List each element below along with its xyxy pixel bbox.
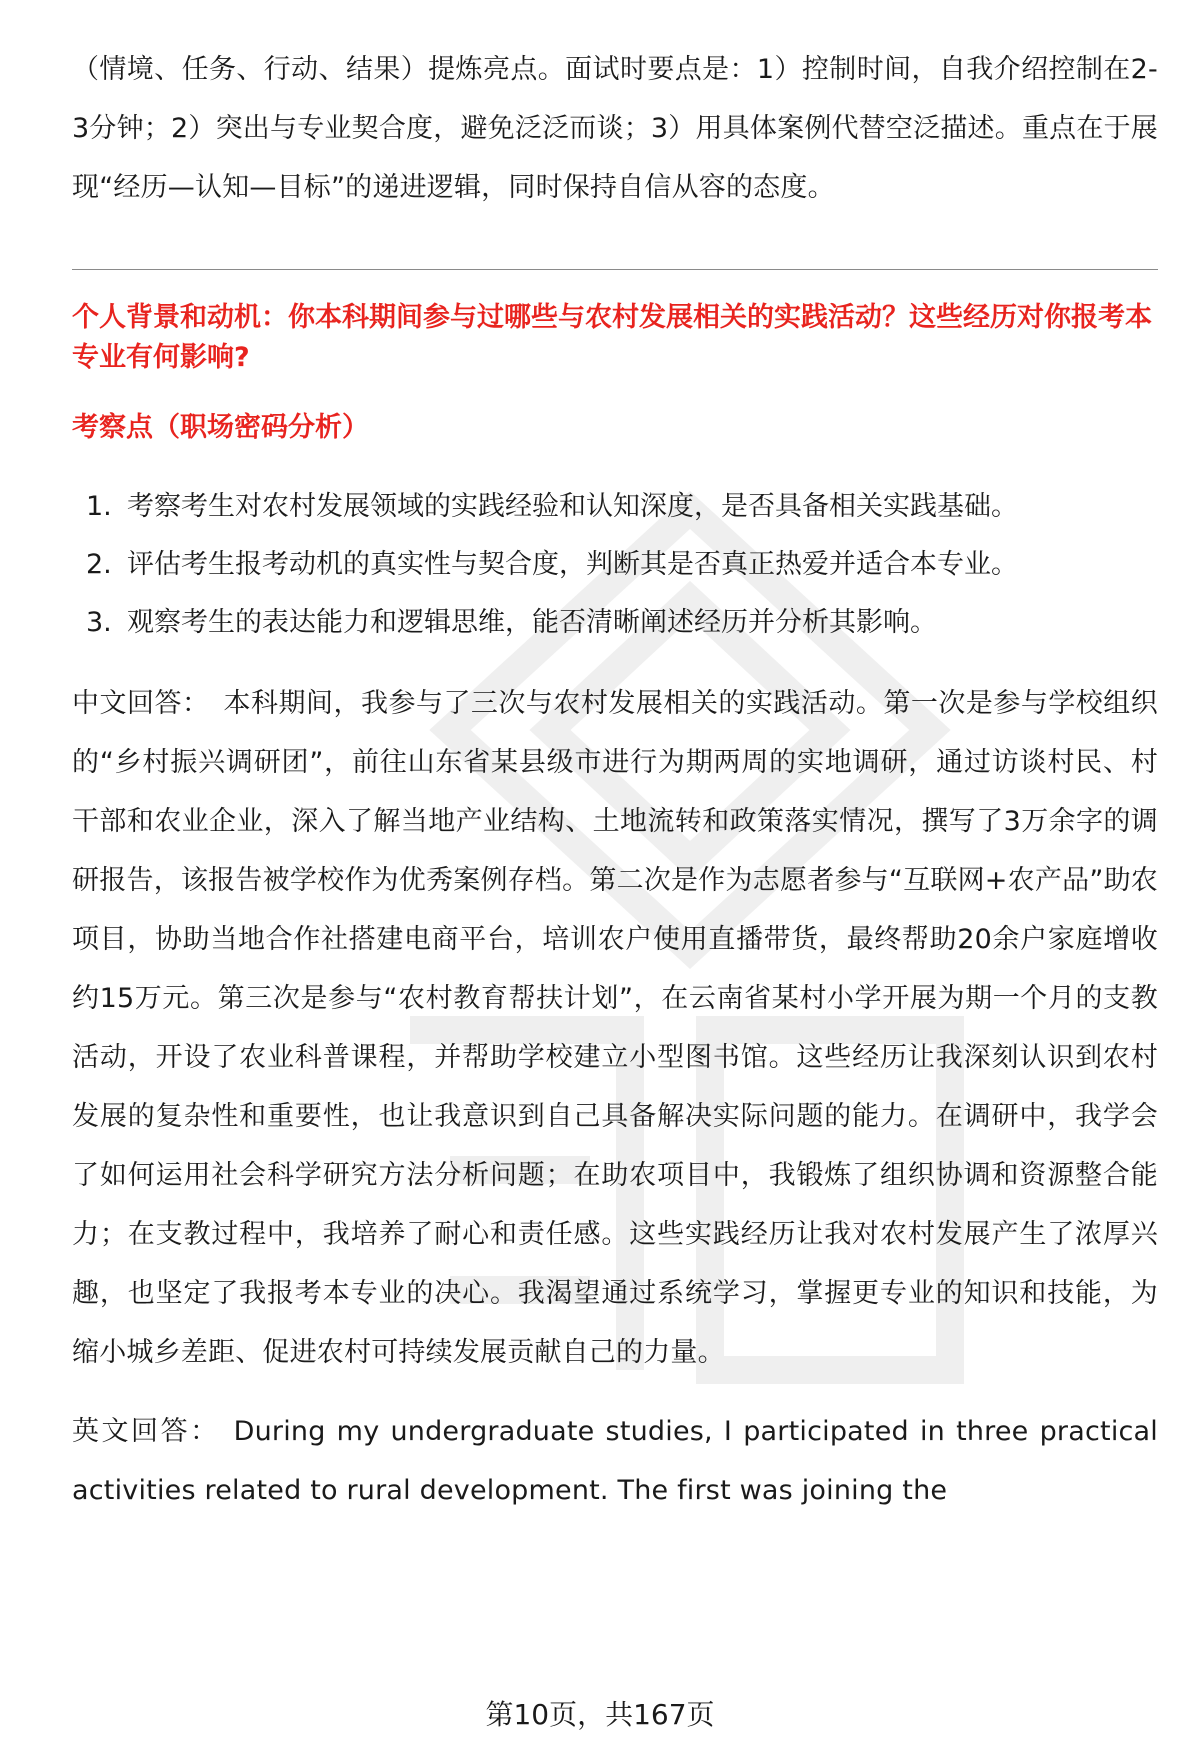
- page-footer: 第10页，共167页: [485, 1698, 715, 1731]
- english-answer-paragraph: [72, 1402, 1158, 1520]
- chinese-answer-label: 中文回答：: [72, 688, 210, 719]
- assessment-point-number: 2.: [86, 549, 112, 580]
- assessment-point-text: 考察考生对农村发展领域的实践经验和认知深度，是否具备相关实践基础。: [127, 491, 1018, 522]
- assessment-point: [72, 594, 1158, 652]
- assessment-point: [72, 478, 1158, 536]
- question-heading: 个人背景和动机：你本科期间参与过哪些与农村发展相关的实践活动？这些经历对你报考本专业有何影响?: [72, 302, 1152, 373]
- section-divider: [72, 269, 1158, 270]
- assessment-point-text: 评估考生报考动机的真实性与契合度，判断其是否真正热爱并适合本专业。: [127, 549, 1018, 580]
- assessment-point-text: 观察考生的表达能力和逻辑思维，能否清晰阐述经历并分析其影响。: [127, 607, 937, 638]
- document-page: [72, 40, 1158, 1520]
- english-answer-label: 英文回答：: [72, 1416, 220, 1447]
- assessment-point: [72, 536, 1158, 594]
- assessment-points-list: [72, 478, 1158, 652]
- assessment-heading: 考察点（职场密码分析）: [72, 412, 369, 443]
- intro-paragraph: （情境、任务、行动、结果）提炼亮点。面试时要点是：1）控制时间，自我介绍控制在2-3分钟；2）突出与专业契合度，避免泛泛而谈；3）用具体案例代替空泛描述。重点在于展现“经历—认知—目标”的递进逻辑，同时保持自信从容的态度。: [72, 54, 1158, 203]
- english-answer-text: During my undergraduate studies, I participated in three practical activities related to rural development. The first was joining the: [72, 1416, 1159, 1506]
- assessment-point-number: 1.: [86, 491, 112, 522]
- chinese-answer-paragraph: [72, 674, 1158, 1382]
- chinese-answer-text: 本科期间，我参与了三次与农村发展相关的实践活动。第一次是参与学校组织的“乡村振兴调研团”，前往山东省某县级市进行为期两周的实地调研，通过访谈村民、村干部和农业企业，深入了解当地产业结构、土地流转和政策落实情况，撰写了3万余字的调研报告，该报告被学校作为优秀案例存档。第二次是作为志愿者参与“互联网+农产品”助农项目，协助当地合作社搭建电商平台，培训农户使用直播带货，最终帮助20余户家庭增收约15万元。第三次是参与“农村教育帮扶计划”，在云南省某村小学开展为期一个月的支教活动，开设了农业科普课程，并帮助学校建立小型图书馆。这些经历让我深刻认识到农村发展的复杂性和重要性，也让我意识到自己具备解决实际问题的能力。在调研中，我学会了如何运用社会科学研究方法分析问题；在助农项目中，我锻炼了组织协调和资源整合能力；在支教过程中，我培养了耐心和责任感。这些实践经历让我对农村发展产生了浓厚兴趣，也坚定了我报考本专业的决心。我渴望通过系统学习，掌握更专业的知识和技能，为缩小城乡差距、促进农村可持续发展贡献自己的力量。: [72, 688, 1158, 1368]
- assessment-point-number: 3.: [86, 607, 112, 638]
